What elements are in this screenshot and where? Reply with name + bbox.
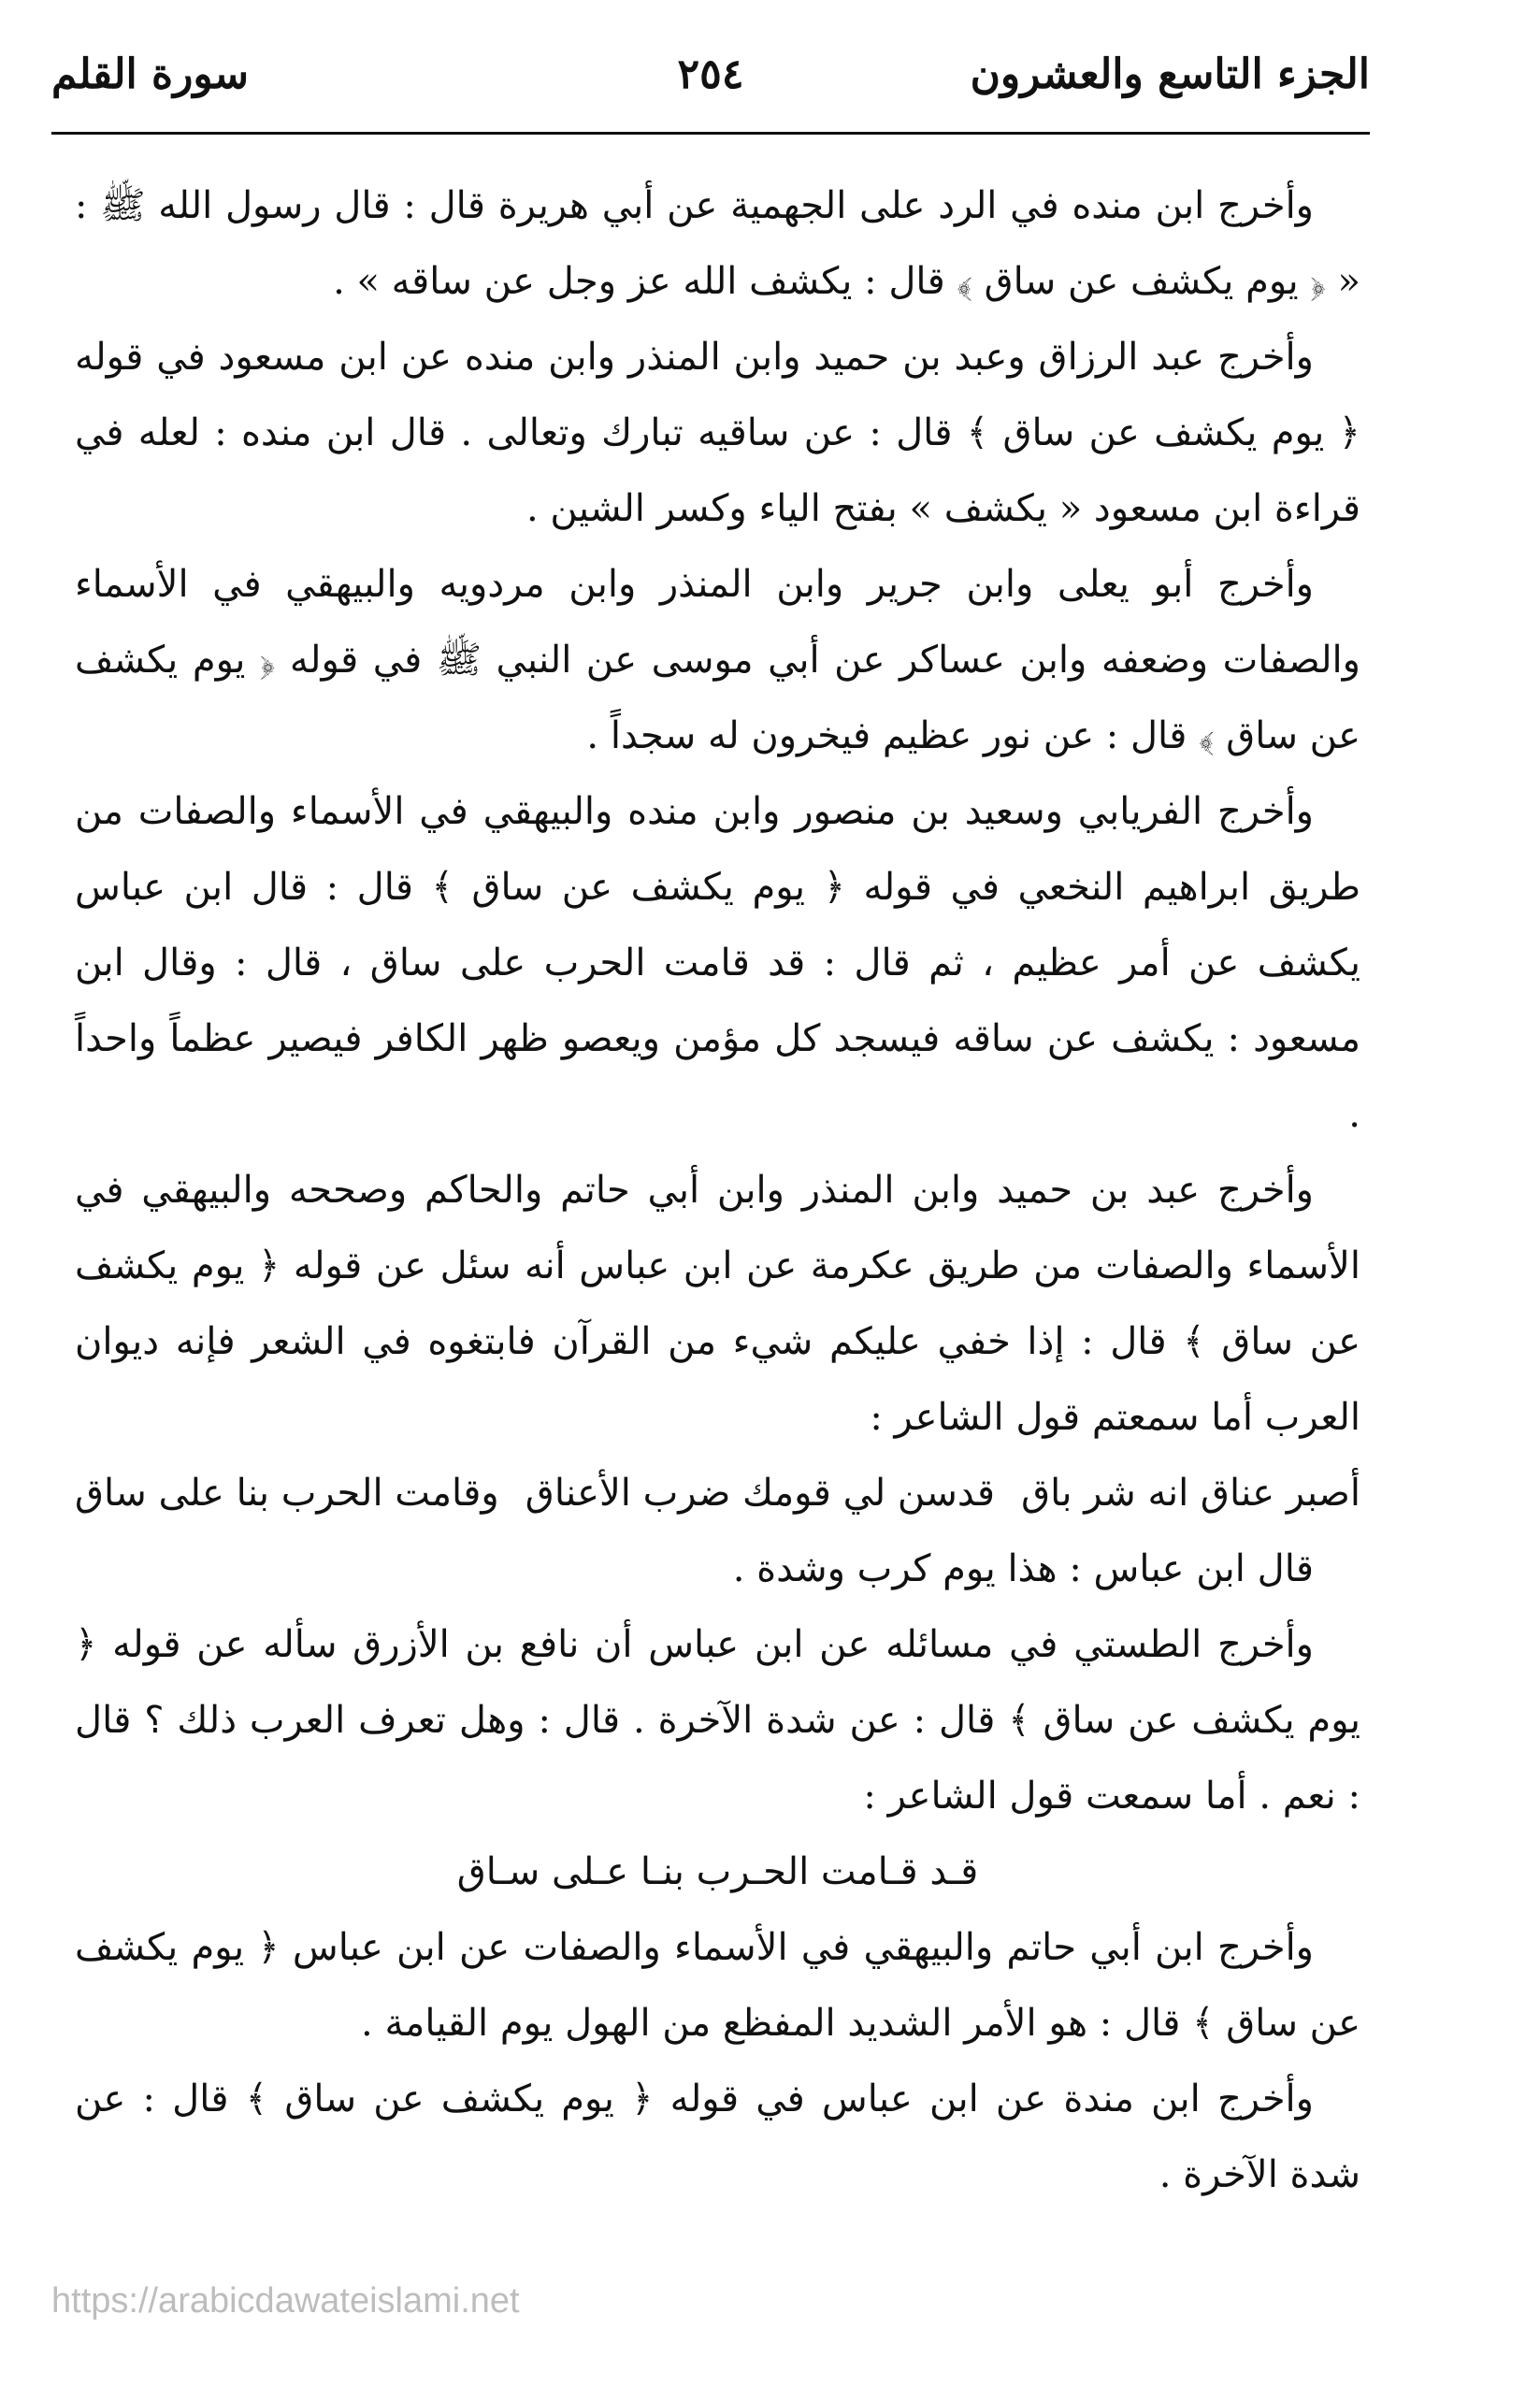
paragraph-2: وأخرج عبد الرزاق وعبد بن حميد وابن المنذر وابن منده عن ابن مسعود في قوله ﴿ يوم يكشف عن ساق ﴾ قال : عن ساقيه تبارك وتعالى . قال ابن منده : لعله في قراءة ابن مسعود « يكشف » بفتح الياء وكسر الشين . (75, 336, 1360, 530)
header-rule (51, 132, 1370, 135)
paragraph-3: وأخرج أبو يعلى وابن جرير وابن المنذر وابن مردويه والبيهقي في الأسماء والصفات وضعفه وابن عساكر عن أبي موسى عن النبي ﷺ في قوله ﴿ يوم يكشف عن ساق ﴾ قال : عن نور عظيم فيخرون له سجداً . (75, 563, 1360, 757)
paragraph-6: وأخرج الطستي في مسائله عن ابن عباس أن نافع بن الأزرق سأله عن قوله ﴿ يوم يكشف عن ساق ﴾ قال : عن شدة الآخرة . قال : وهل تعرف العرب ذلك ؟ قال : نعم . أما سمعت قول الشاعر : (75, 1623, 1360, 1818)
paragraph-1: وأخرج ابن منده في الرد على الجهمية عن أبي هريرة قال : قال رسول الله ﷺ : « ﴿ يوم يكشف عن ساق ﴾ قال : يكشف الله عز وجل عن ساقه » . (75, 184, 1360, 303)
verse-part-2: قدسن لي قومك ضرب الأعناق (525, 1472, 995, 1515)
surah-title: سورة القلم (51, 50, 249, 98)
verse-part-1: أصبر عناق انه شر باق (1021, 1472, 1360, 1515)
juz-title: الجزء التاسع والعشرون (970, 50, 1370, 98)
page-body (75, 168, 1360, 2213)
page-number: ٢٥٤ (677, 50, 744, 98)
after-verse-line: قال ابن عباس : هذا يوم كرب وشدة . (732, 1547, 1314, 1590)
centered-verse: قـد قـامت الحـرب بنـا عـلى سـاق (456, 1850, 979, 1893)
page-header (51, 37, 1370, 112)
paragraph-7: وأخرج ابن أبي حاتم والبيهقي في الأسماء والصفات عن ابن عباس ﴿ يوم يكشف عن ساق ﴾ قال : هو الأمر الشديد المفظع من الهول يوم القيامة . (75, 1926, 1360, 2045)
paragraph-5: وأخرج عبد بن حميد وابن المنذر وابن أبي حاتم والحاكم وصححه والبيهقي في الأسماء والصفات من طريق عكرمة عن ابن عباس أنه سئل عن قوله ﴿ يوم يكشف عن ساق ﴾ قال : إذا خفي عليكم شيء من القرآن فابتغوه في الشعر فإنه ديوان العرب أما سمعتم قول الشاعر : (75, 1169, 1360, 1439)
paragraph-4: وأخرج الفريابي وسعيد بن منصور وابن منده والبيهقي في الأسماء والصفات من طريق ابراهيم النخعي في قوله ﴿ يوم يكشف عن ساق ﴾ قال : قال ابن عباس يكشف عن أمر عظيم ، ثم قال : قد قامت الحرب على ساق ، قال : وقال ابن مسعود : يكشف عن ساقه فيسجد كل مؤمن ويعصو ظهر الكافر فيصير عظماً واحداً . (75, 790, 1360, 1136)
paragraph-8: وأخرج ابن مندة عن ابن عباس في قوله ﴿ يوم يكشف عن ساق ﴾ قال : عن شدة الآخرة . (75, 2077, 1360, 2196)
verse-part-3: وقامت الحرب بنا على ساق (75, 1472, 499, 1515)
poetry-verse (75, 1456, 1360, 1531)
watermark-url: https://arabicdawateislami.net (51, 2281, 520, 2321)
